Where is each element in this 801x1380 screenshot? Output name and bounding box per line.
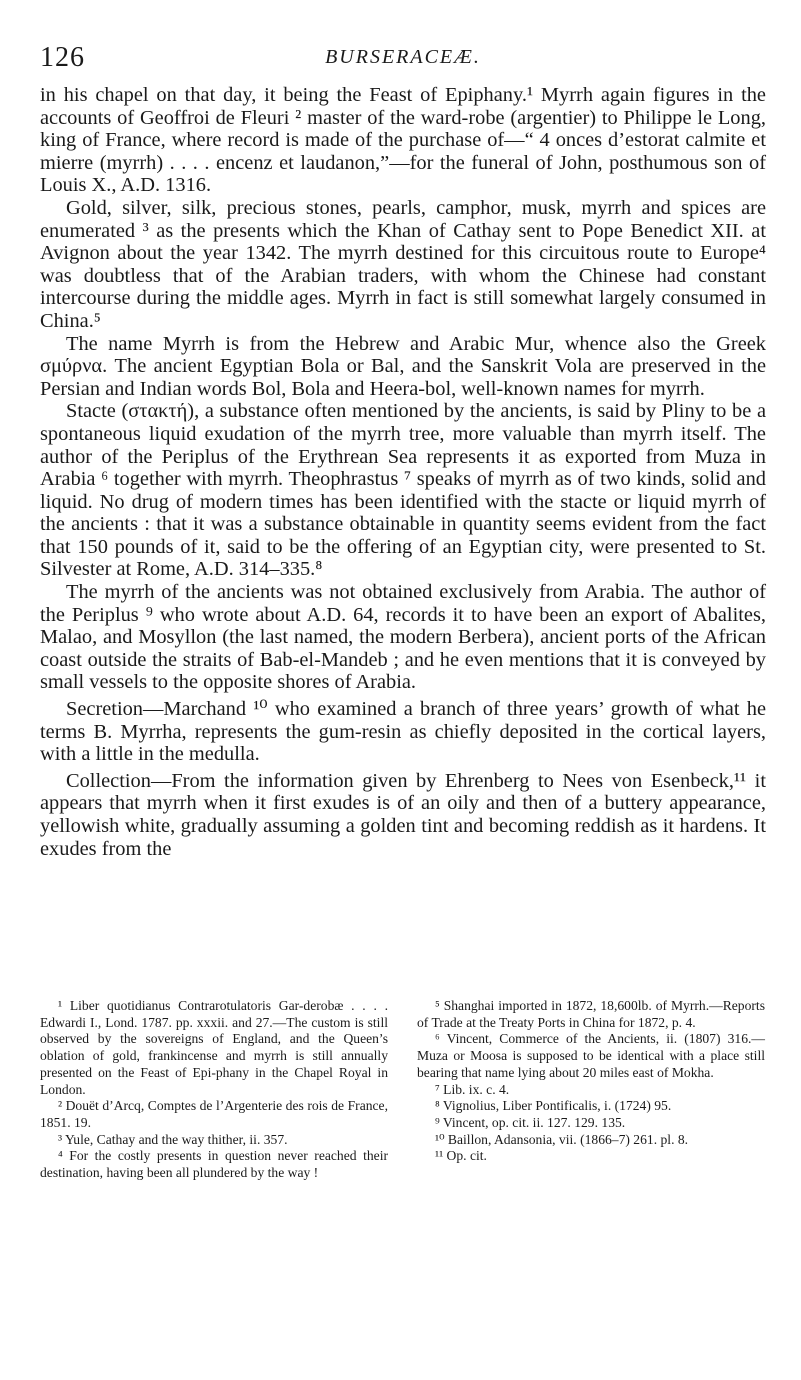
footnote: ¹⁰ Baillon, Adansonia, vii. (1866–7) 261. pl. 8.: [435, 1131, 689, 1147]
footnote: ⁷ Lib. ix. c. 4.: [435, 1081, 510, 1097]
footnote: ⁵ Shanghai imported in 1872, 18,600lb. of Myrrh.—Reports of Trade at the Treaty Ports in China for 1872, p. 4.: [417, 998, 765, 1030]
paragraph: The myrrh of the ancients was not obtained exclusively from Arabia. The author of the Periplus ⁹ who wrote about A.D. 64, records it to have been an export of Abalites, Malao, and Mosyllon (the last named, the modern Berbera), ancient ports of the African coast outside the straits of Bab-el-Mandeb ; and he even mentions that it is conveyed by small vessels to the opposite shores of Arabia.: [40, 581, 766, 694]
paragraph: Stacte (στακτή), a substance often mentioned by the ancients, is said by Pliny to be a spontaneous liquid exudation of the myrrh tree, more valuable than myrrh itself. The author of the Periplus of the Erythrean Sea represents it as exported from Muza in Arabia ⁶ together with myrrh. Theophrastus ⁷ speaks of myrrh as of two kinds, solid and liquid. No drug of modern times has been identified with the stacte or liquid myrrh of the ancients : that it was a substance obtainable in quantity seems evident from the fact that 150 pounds of it, said to be the offering of an Egyptian city, were presented to St. Silvester at Rome, A.D. 314–335.⁸: [40, 400, 766, 581]
footnote: ³ Yule, Cathay and the way thither, ii. 357.: [58, 1131, 288, 1147]
footnote: ⁶ Vincent, Commerce of the Ancients, ii. (1807) 316.—Muza or Moosa is supposed to be identical with a place still bearing that name lying about 20 miles east of Mokha.: [417, 1031, 765, 1080]
section-text: —Marchand ¹⁰ who examined a branch of three years’ growth of what he terms B. Myrrha, represents the gum-resin as chiefly deposited in the cortical layers, with a little in the medulla.: [40, 698, 766, 766]
paragraph: The name Myrrh is from the Hebrew and Arabic Mur, whence also the Greek σμύρνα. The ancient Egyptian Bola or Bal, and the Sanskrit Vola are preserved in the Persian and Indian words Bol, Bola and Heera-bol, well-known names for myrrh.: [40, 332, 766, 400]
section-text: —From the information given by Ehrenberg to Nees von Esenbeck,¹¹ it appears that myrrh when it first exudes is of an oily and then of a buttery appearance, yellowish white, gradually assuming a golden tint and becoming reddish as it hardens. It exudes from the: [40, 769, 766, 860]
footnotes-left-column: [40, 998, 388, 1182]
main-text: [40, 84, 766, 860]
paragraph: in his chapel on that day, it being the Feast of Epiphany.¹ Myrrh again figures in the accounts of Geoffroi de Fleuri ² master of the ward-robe (argentier) to Philippe le Long, king of France, where record is made of the purchase of—“ 4 onces d’estorat calmite et mierre (myrrh) . . . . encenz et laudanon,”—for the funeral of John, posthumous son of Louis X., A.D. 1316.: [40, 84, 766, 197]
running-title: BURSERACEÆ.: [325, 46, 481, 68]
footnote: ¹¹ Op. cit.: [435, 1148, 487, 1164]
section-secretion: [40, 698, 766, 766]
footnote: ⁹ Vincent, op. cit. ii. 127. 129. 135.: [435, 1114, 626, 1130]
page-number: 126: [40, 42, 85, 73]
section-heading: Collection: [66, 769, 151, 792]
paragraph: Gold, silver, silk, precious stones, pearls, camphor, musk, myrrh and spices are enumerated ³ as the presents which the Khan of Cathay sent to Pope Benedict XII. at Avignon about the year 1342. The myrrh destined for this circuitous route to Europe⁴ was doubtless that of the Arabian traders, with whom the Chinese had constant intercourse during the middle ages. Myrrh in fact is still somewhat largely consumed in China.⁵: [40, 196, 766, 332]
page-header: [40, 42, 766, 76]
section-collection: [40, 770, 766, 860]
footnotes-right-column: [417, 998, 765, 1165]
footnote: ¹ Liber quotidianus Contrarotulatoris Gar-derobæ . . . . Edwardi I., Lond. 1787. pp. xxxii. and 27.—The custom is still observed by the sovereigns of England, and the Queen’s oblation of gold, frankincense and myrrh is still annually presented on the Feast of Epi-phany in the Chapel Royal in London.: [40, 998, 388, 1097]
footnote: ⁸ Vignolius, Liber Pontificalis, i. (1724) 95.: [435, 1098, 672, 1114]
footnote: ² Douët d’Arcq, Comptes de l’Argenterie des rois de France, 1851. 19.: [40, 1098, 388, 1130]
footnote: ⁴ For the costly presents in question never reached their destination, having been all plundered by the way !: [40, 1148, 388, 1181]
section-heading: Secretion: [66, 698, 144, 721]
